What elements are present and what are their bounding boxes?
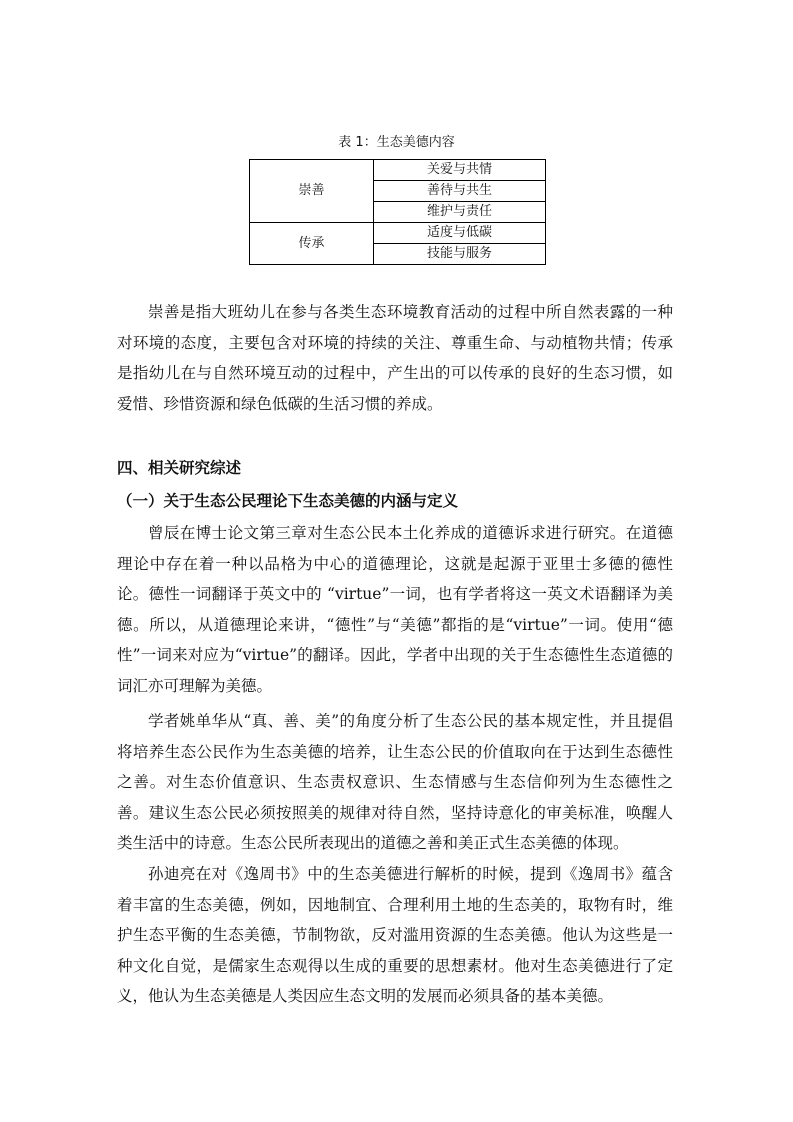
subsection-heading: （一）关于生态公民理论下生态美德的内涵与定义 <box>117 492 459 510</box>
category-cell: 崇善 <box>250 160 374 223</box>
body-paragraph: 孙迪亮在对《逸周书》中的生态美德进行解析的时候，提到《逸周书》蕴含着丰富的生态美德，例如，因地制宜、合理利用土地的生态美的，取物有时，维护生态平衡的生态美德，节制物欲，反对滥用资源的生态美德。他认为这些是一种文化自觉，是儒家生态观得以生成的重要的思想素材。他对生态美德进行了定义，他认为生态美德是人类因应生态文明的发展而必须具备的基本美德。 <box>117 865 673 1005</box>
item-cell: 适度与低碳 <box>374 223 546 244</box>
table-caption: 表 1：生态美德内容 <box>338 135 455 150</box>
intro-paragraph: 崇善是指大班幼儿在参与各类生态环境教育活动的过程中所自然表露的一种对环境的态度，主要包含对环境的持续的关注、尊重生命、与动植物共情；传承是指幼儿在与自然环境互动的过程中，产生出的可以传承的良好的生态习惯，如爱惜、珍惜资源和绿色低碳的生活习惯的养成。 <box>117 303 673 413</box>
item-cell: 关爱与共情 <box>374 160 546 181</box>
item-cell: 维护与责任 <box>374 202 546 223</box>
eco-virtue-table <box>249 159 546 265</box>
category-cell: 传承 <box>250 223 374 265</box>
body-paragraph: 学者姚单华从“真、善、美”的角度分析了生态公民的基本规定性，并且提倡将培养生态公民作为生态美德的培养，让生态公民的价值取向在于达到生态德性之善。对生态价值意识、生态责权意识、生态情感与生态信仰列为生态德性之善。建议生态公民必须按照美的规律对待自然，坚持诗意化的审美标准，唤醒人类生活中的诗意。生态公民所表现出的道德之善和美正式生态美德的体现。 <box>117 712 673 852</box>
table-row <box>250 223 546 244</box>
body-paragraph: 曾辰在博士论文第三章对生态公民本土化养成的道德诉求进行研究。在道德理论中存在着一种以品格为中心的道德理论，这就是起源于亚里士多德的德性论。德性一词翻译于英文中的 “virtue”一词，也有学者将这一英文术语翻译为美德。所以，从道德理论来讲，“德性”与“美德”都指的是“virtue”一词。使用“德性”一词来对应为“virtue”的翻译。因此，学者中出现的关于生态德性生态道德的词汇亦可理解为美德。 <box>117 524 673 695</box>
item-cell: 善待与共生 <box>374 181 546 202</box>
section-heading: 四、相关研究综述 <box>117 459 242 477</box>
item-cell: 技能与服务 <box>374 244 546 265</box>
table-row <box>250 160 546 181</box>
